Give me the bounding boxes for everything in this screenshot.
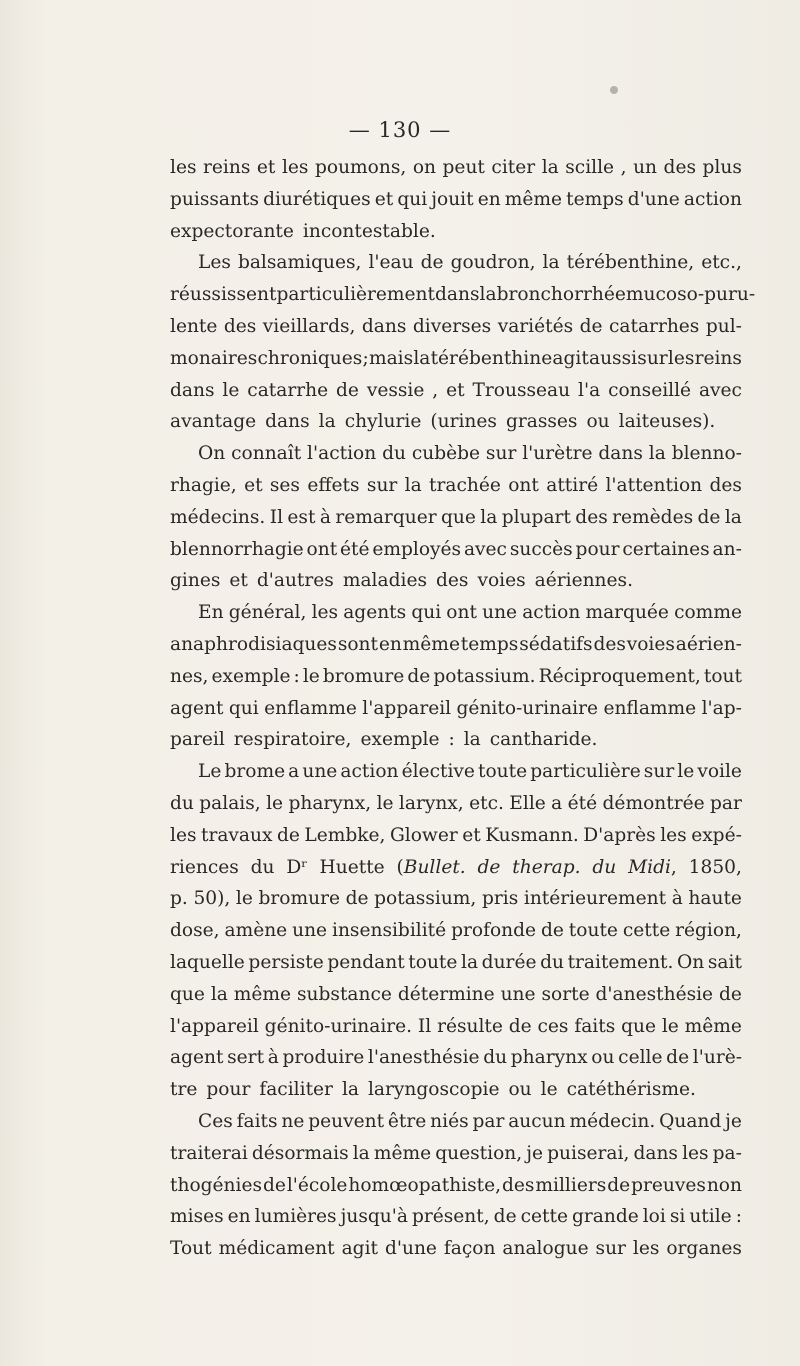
text-line: gines et d'autres maladies des voies aériennes.	[170, 570, 633, 592]
text-line: réussissent particulièrement dans la bronchorrhée mucoso-puru-	[170, 284, 756, 306]
text-line: riences du Dʳ Huette (Bullet. de therap. du Midi, 1850,	[170, 856, 742, 878]
text-line: que la même substance détermine une sorte d'anesthésie de	[170, 983, 742, 1005]
text-line: lente des vieillards, dans diverses variétés de catarrhes pul-	[170, 315, 742, 337]
text-line: agent qui enflamme l'appareil génito-urinaire enflamme l'ap-	[170, 697, 742, 719]
text-line: du palais, le pharynx, le larynx, etc. Elle a été démontrée par	[170, 792, 742, 814]
body-text	[170, 152, 756, 1265]
text-line: avantage dans la chylurie (urines grasses ou laiteuses).	[170, 411, 716, 433]
ink-spot	[610, 86, 618, 94]
text-line: monaires chroniques ; mais la térébenthine agit aussi sur les reins	[170, 347, 742, 369]
text-line: pareil respiratoire, exemple : la cantharide.	[170, 729, 598, 751]
text-line: Tout médicament agit d'une façon analogue sur les organes	[170, 1238, 742, 1260]
text-line: En général, les agents qui ont une action marquée comme	[198, 602, 742, 624]
text-line: Les balsamiques, l'eau de goudron, la térébenthine, etc.,	[198, 252, 742, 274]
text-line: nes, exemple : le bromure de potassium. Réciproquement, tout	[170, 665, 742, 687]
text-line: tre pour faciliter la laryngoscopie ou le catéthérisme.	[170, 1079, 696, 1101]
text-line: les travaux de Lembke, Glower et Kusmann. D'après les expé-	[170, 824, 742, 846]
text-line: p. 50), le bromure de potassium, pris intérieurement à haute	[170, 888, 742, 910]
text-line: anaphrodisiaques sont en même temps sédatifs des voies aérien-	[170, 633, 742, 655]
text-line: On connaît l'action du cubèbe sur l'urètre dans la blenno-	[198, 443, 742, 465]
text-line: mises en lumières jusqu'à présent, de cette grande loi si utile :	[170, 1206, 742, 1228]
text-line: agent sert à produire l'anesthésie du pharynx ou celle de l'urè-	[170, 1047, 742, 1069]
text-line: laquelle persiste pendant toute la durée du traitement. On sait	[170, 951, 742, 973]
text-line: médecins. Il est à remarquer que la plupart des remèdes de la	[170, 506, 742, 528]
text-line: traiterai désormais la même question, je puiserai, dans les pa-	[170, 1142, 742, 1164]
text-line: blennorrhagie ont été employés avec succès pour certaines an-	[170, 538, 742, 560]
text-line: dans le catarrhe de vessie , et Trousseau l'a conseillé avec	[170, 379, 742, 401]
text-line: l'appareil génito-urinaire. Il résulte de ces faits que le même	[170, 1015, 742, 1037]
text-line: Le brome a une action élective toute particulière sur le voile	[198, 761, 742, 783]
text-line: puissants diurétiques et qui jouit en même temps d'une action	[170, 188, 742, 210]
text-line: thogénies de l'école homœopathiste, des milliers de preuves non	[170, 1174, 742, 1196]
text-line: expectorante incontestable.	[170, 220, 436, 242]
text-line: Ces faits ne peuvent être niés par aucun médecin. Quand je	[198, 1110, 742, 1132]
page-number: — 130 —	[348, 118, 452, 142]
text-line: les reins et les poumons, on peut citer la scille , un des plus	[170, 157, 742, 178]
text-line: rhagie, et ses effets sur la trachée ont attiré l'attention des	[170, 474, 742, 496]
text-line: dose, amène une insensibilité profonde de toute cette région,	[170, 920, 742, 942]
